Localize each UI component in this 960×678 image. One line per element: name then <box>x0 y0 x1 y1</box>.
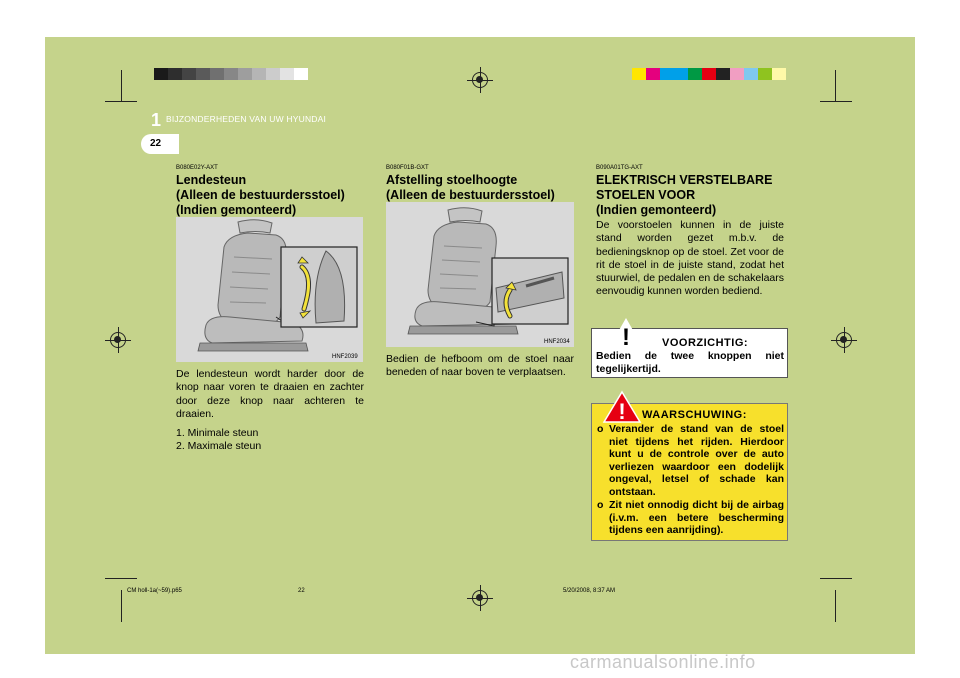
section-code: B080F01B-GXT <box>386 165 429 171</box>
svg-text:!: ! <box>622 324 630 349</box>
crop-mark <box>121 590 122 622</box>
color-swatch <box>168 68 182 80</box>
color-swatch <box>772 68 786 80</box>
crop-mark <box>835 70 836 102</box>
color-swatch <box>252 68 266 80</box>
color-swatch <box>224 68 238 80</box>
section-body: Bedien de hefboom om de stoel naar beneden of naar boven te verplaatsen. <box>386 353 574 379</box>
figure-code: HNF2039 <box>332 354 358 360</box>
section-code: B090A01TG-AXT <box>596 165 643 171</box>
caution-box <box>591 324 788 378</box>
warning-title: WAARSCHUWING: <box>642 409 747 421</box>
figure-code: HNF2034 <box>544 339 570 345</box>
color-swatch <box>632 68 646 80</box>
color-swatch <box>744 68 758 80</box>
color-swatch <box>646 68 660 80</box>
chapter-number: 1 <box>151 110 162 130</box>
caution-title: VOORZICHTIG: <box>662 337 749 349</box>
footer-page: 22 <box>298 588 305 594</box>
color-swatch <box>280 68 294 80</box>
section-title: ELEKTRISCH VERSTELBARE STOELEN VOOR (Indien gemonteerd) <box>596 173 773 217</box>
color-bar <box>632 68 786 80</box>
section-body: De lendesteun wordt harder door de knop naar voren te draaien en zachter door deze knop naar achteren te draaien. <box>176 368 364 420</box>
list-item: 1. Minimale steun <box>176 427 259 439</box>
warning-box <box>591 399 788 541</box>
footer-file: CM holl-1a(~59).p65 <box>127 588 182 594</box>
section-title: Afstelling stoelhoogte (Alleen de bestuurdersstoel) <box>386 173 555 202</box>
crop-mark <box>105 578 137 579</box>
lumbar-support-figure <box>176 217 363 362</box>
color-swatch <box>660 68 674 80</box>
list-item: 2. Maximale steun <box>176 440 262 452</box>
color-swatch <box>758 68 772 80</box>
crop-mark <box>121 70 122 102</box>
crop-mark <box>105 101 137 102</box>
chapter-title: BIJZONDERHEDEN VAN UW HYUNDAI <box>166 114 327 124</box>
warning-triangle-icon <box>602 390 642 424</box>
caution-text: Bedien de twee knoppen niet tegelijkertijd. <box>596 350 784 375</box>
color-swatch <box>702 68 716 80</box>
color-swatch <box>210 68 224 80</box>
registration-mark-icon <box>472 72 488 88</box>
seat-height-figure <box>386 202 574 347</box>
svg-text:!: ! <box>618 399 626 424</box>
warning-item: Verander de stand van de stoel niet tijdens het rijden. Hierdoor kunt u de controle over de auto verliezen waardoor een dodelijk ongeval, letsel of schade kan ontstaan. <box>609 423 784 498</box>
color-swatch <box>730 68 744 80</box>
color-swatch <box>154 68 168 80</box>
color-swatch <box>182 68 196 80</box>
page-number: 22 <box>150 138 162 149</box>
color-swatch <box>266 68 280 80</box>
bullet: o <box>597 499 604 511</box>
registration-mark-icon <box>836 332 852 348</box>
warning-triangle-icon <box>608 317 644 349</box>
warning-item: Zit niet onnodig dicht bij de airbag (i.v.m. een betere bescherming tijdens een aanrijding). <box>609 499 784 537</box>
color-swatch <box>196 68 210 80</box>
color-swatch <box>294 68 308 80</box>
grayscale-bar <box>154 68 308 80</box>
section-code: B080E02Y-AXT <box>176 165 218 171</box>
crop-mark <box>820 578 852 579</box>
bullet: o <box>597 423 604 435</box>
section-body: De voorstoelen kunnen in de juiste stand worden gezet m.b.v. de bedieningsknop op de stoel. Zet voor de rit de stoel in de juiste stand, zodat het stuurwiel, de pedalen en de schakelaars eenvoudig kunnen worden bediend. <box>596 219 784 298</box>
watermark: carmanualsonline.info <box>570 652 756 672</box>
crop-mark <box>820 101 852 102</box>
registration-mark-icon <box>472 590 488 606</box>
color-swatch <box>238 68 252 80</box>
crop-mark <box>835 590 836 622</box>
registration-mark-icon <box>110 332 126 348</box>
color-swatch <box>716 68 730 80</box>
color-swatch <box>688 68 702 80</box>
footer-date: 5/20/2008, 8:37 AM <box>563 588 616 594</box>
section-title: Lendesteun (Alleen de bestuurdersstoel) (Indien gemonteerd) <box>176 173 345 217</box>
color-swatch <box>674 68 688 80</box>
